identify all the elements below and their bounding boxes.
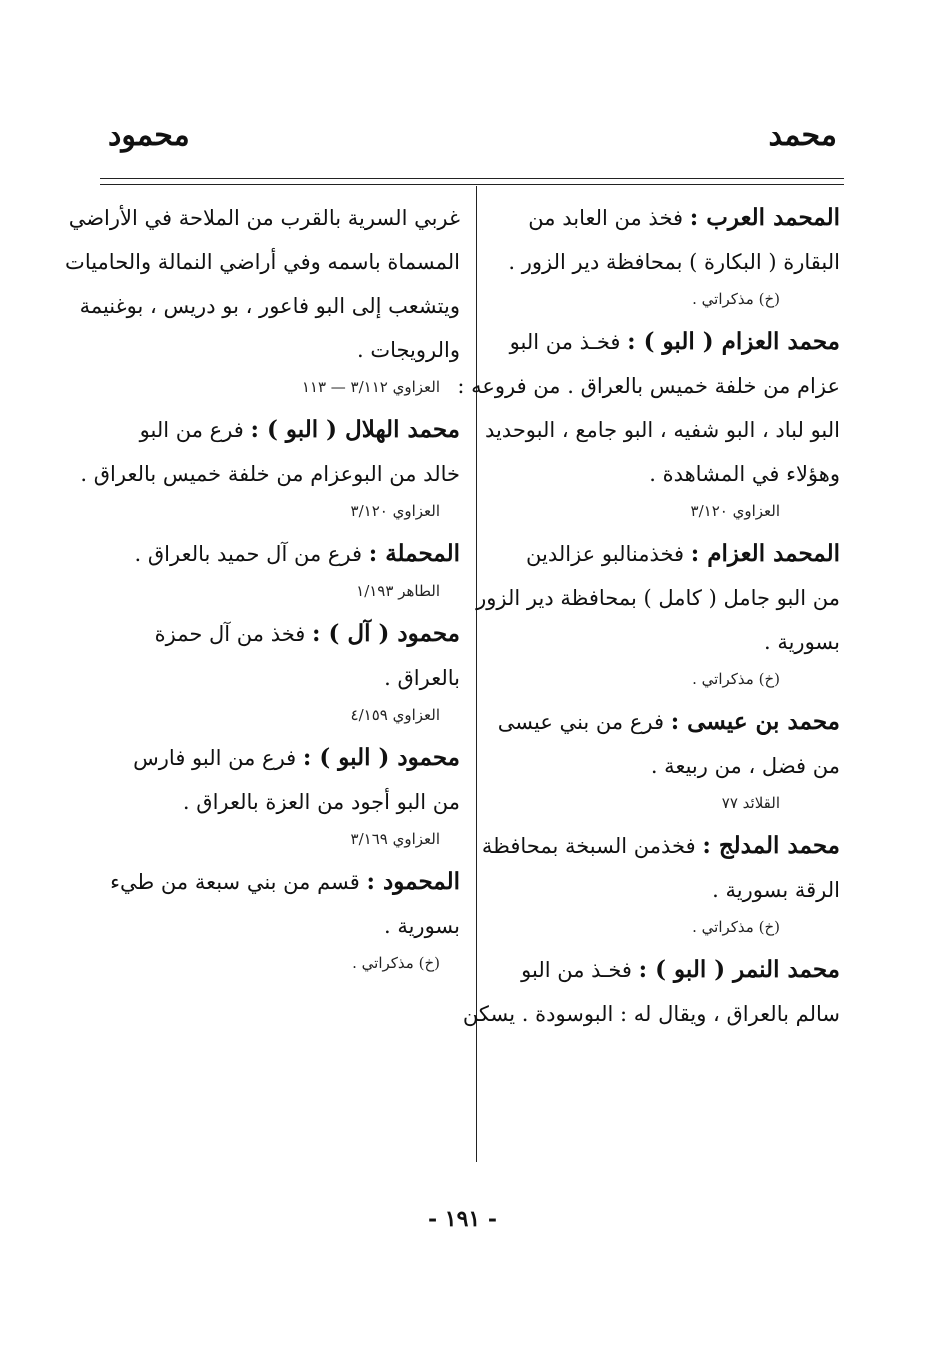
entry-source: (خ) مذكراتي . — [692, 290, 780, 308]
entry-line — [481, 824, 840, 868]
entry-source: (خ) مذكراتي . — [692, 670, 780, 688]
entry-line — [110, 736, 460, 780]
entry-line — [492, 320, 840, 364]
entry-line: والرويجات . — [356, 338, 460, 362]
entry-line — [492, 948, 840, 992]
entry-line — [110, 408, 460, 452]
running-header-right: محمد — [768, 118, 837, 153]
entry-line — [492, 700, 840, 744]
entry-line — [492, 532, 840, 576]
entry-text: فخـذ من البو — [521, 958, 632, 982]
entry-line: الرقة بسورية . — [712, 878, 840, 902]
entry-heading: محمد بن عيسى : — [670, 708, 840, 735]
entry-line — [110, 612, 460, 656]
entry-source: الطاهر ١/١٩٣ — [356, 582, 440, 600]
header-rule — [100, 178, 844, 179]
entry-heading: المحملة : — [368, 540, 460, 567]
entry — [80, 408, 460, 526]
entry — [457, 320, 840, 526]
entry-line: عزام من خلفة خميس بالعراق . من فروعه : — [457, 374, 840, 398]
entry-text: فخذمن السبخة بمحافظة — [481, 834, 696, 858]
entry-heading: محمد المدلج : — [702, 832, 840, 859]
running-header-left: محمود — [108, 118, 190, 153]
entry-line — [110, 860, 460, 904]
entry-heading: محمد العزام ( البو ) : — [627, 328, 840, 355]
entry — [462, 948, 840, 1036]
entry — [110, 612, 460, 730]
entry-text: قسم من بني سبعة من طيء — [110, 870, 360, 894]
entry-heading: محمد النمر ( البو ) : — [638, 956, 840, 983]
entry-line: من البو أجود من العزة بالعراق . — [182, 790, 460, 814]
entry-line: من فضل ، من ربيعة . — [650, 754, 840, 778]
entry-text: فخذ من العابد من — [528, 206, 684, 230]
entry-line: بالعراق . — [384, 666, 460, 690]
entry-line — [492, 196, 840, 240]
entry-line: وهؤلاء في المشاهدة . — [649, 462, 840, 486]
entry-heading: المحمود : — [366, 868, 460, 895]
entry-line: غربي السرية بالقرب من الملاحة في الأراضي — [68, 206, 460, 230]
entry-line: خالد من البوعزام من خلفة خميس بالعراق . — [80, 462, 460, 486]
entry-text: فرع من بني عيسى — [497, 710, 664, 734]
entry-source: (خ) مذكراتي . — [352, 954, 440, 972]
entry — [65, 196, 460, 402]
entry-source: العزاوي ٣/١٦٩ — [350, 830, 440, 848]
entry — [476, 532, 840, 694]
entry-text: فخـذ من البو — [509, 330, 621, 354]
entry-heading: المحمد العزام : — [690, 540, 840, 567]
entry-text: فخذمنالبو عزالدين — [526, 542, 685, 566]
entry — [492, 196, 840, 314]
entry-heading: محمود ( البو ) : — [302, 744, 460, 771]
entry — [110, 860, 460, 978]
entry-line — [110, 532, 460, 576]
entry-text: فرع من البو — [139, 418, 244, 442]
entry-line: البو لباد ، البو شفيه ، البو جامع ، البوحديد — [484, 418, 840, 442]
entry — [481, 824, 840, 942]
entry-text: فرع من آل حميد بالعراق . — [134, 542, 363, 566]
page-number: - ١٩١ - — [427, 1206, 498, 1232]
entry-source: العزاوي ٣/١٢٠ — [350, 502, 440, 520]
entry — [110, 532, 460, 606]
right-column — [457, 196, 840, 1042]
entry-heading: المحمد العرب : — [689, 204, 840, 231]
entry-source: العزاوي ٣/١٢٠ — [690, 502, 780, 520]
entry-heading: محمود ( آل ) : — [312, 620, 460, 647]
entry-line: المسماة باسمه وفي أراضي النمالة والحاميات — [65, 250, 460, 274]
entry-heading: محمد الهلال ( البو ) : — [250, 416, 460, 443]
header-rule — [100, 184, 844, 185]
entry-source: العزاوي ٣/١١٢ — ١١٣ — [301, 378, 440, 396]
entry-line: من البو جامل ( كامل ) بمحافظة دير الزور — [476, 586, 840, 610]
entry-text: فرع من البو فارس — [133, 746, 297, 770]
entry-line: البقارة ( البكارة ) بمحافظة دير الزور . — [508, 250, 840, 274]
left-column — [65, 196, 460, 984]
entry-source: القلائد ٧٧ — [721, 794, 780, 812]
entry-line: بسورية . — [383, 914, 460, 938]
entry — [492, 700, 840, 818]
entry — [110, 736, 460, 854]
entry-line: ويتشعب إلى البو فاعور ، بو دريس ، بوغنيمة — [79, 294, 460, 318]
entry-text: فخذ من آل حمزة — [154, 622, 306, 646]
entry-source: (خ) مذكراتي . — [692, 918, 780, 936]
entry-line: بسورية . — [763, 630, 840, 654]
entry-line: سالم بالعراق ، ويقال له : البوسودة . يسكن — [462, 1002, 840, 1026]
entry-source: العزاوي ٤/١٥٩ — [350, 706, 440, 724]
